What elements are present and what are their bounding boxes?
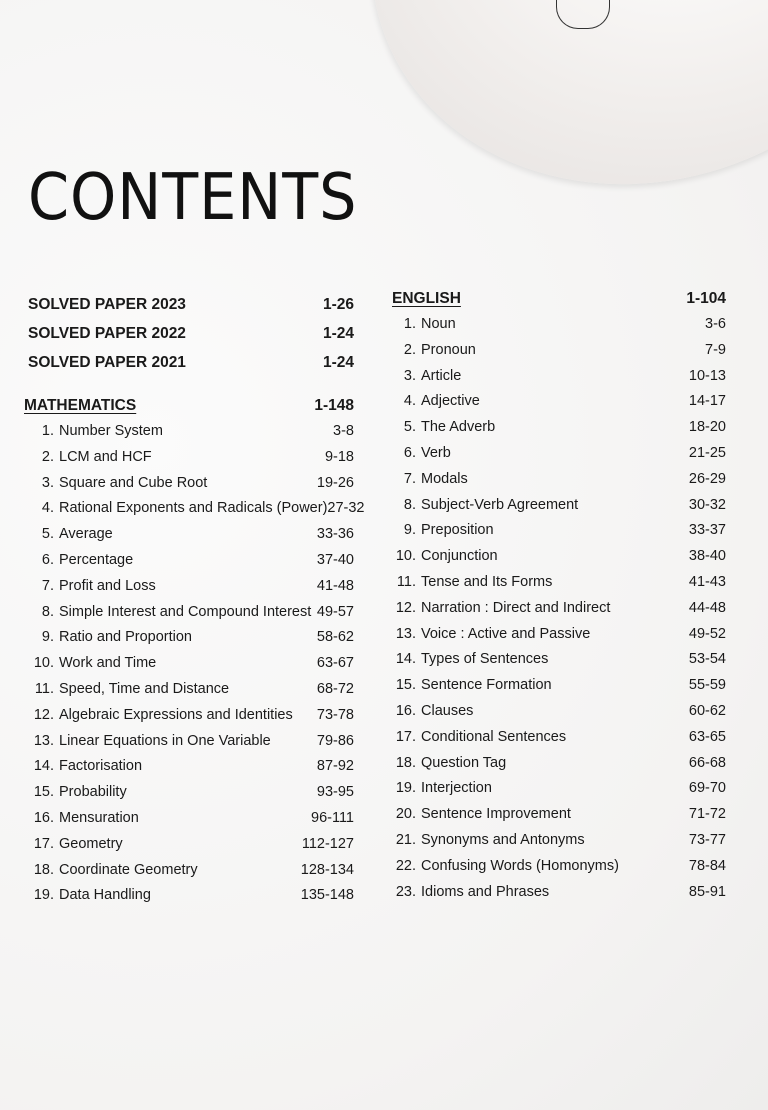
chapter-pages: 14-17 [688,393,726,410]
chapter-title-group [24,471,207,497]
chapter-row[interactable] [24,600,354,626]
chapter-title: Conjunction [421,548,498,565]
chapter-title-group [386,776,492,802]
chapter-row[interactable] [24,445,354,471]
chapter-number: 9. [403,522,416,539]
chapter-number: 3. [403,367,416,384]
chapter-number: 19. [33,887,54,904]
chapter-title: Noun [421,316,456,332]
chapter-pages: 85-91 [688,883,726,900]
solved-paper-label: SOLVED PAPER 2022 [28,325,186,342]
chapter-title: Interjection [421,780,492,797]
chapter-title-group [386,338,476,364]
chapter-row[interactable] [24,780,354,806]
chapter-title: Speed, Time and Distance [59,680,230,697]
chapter-number: 2. [403,341,416,358]
chapter-number: 18. [395,754,416,771]
chapter-title-group [24,445,152,471]
section-heading-pages: 1-104 [686,290,726,307]
chapter-pages: 55-59 [688,677,726,694]
english-chapter-list [386,312,726,905]
chapter-pages: 60-62 [688,702,726,719]
solved-paper-label: SOLVED PAPER 2023 [28,296,186,313]
chapter-title-group [24,729,271,755]
section-heading-label: ENGLISH [392,290,461,307]
solved-paper-row[interactable] [24,319,354,348]
chapter-pages: 19-26 [316,474,354,491]
chapter-title: Types of Sentences [421,651,549,668]
chapter-number: 15. [33,784,54,801]
chapter-row[interactable] [24,496,365,522]
chapter-number: 7. [403,470,416,487]
chapter-title-group [386,312,456,338]
chapter-number: 23. [395,883,416,900]
chapter-number: 20. [395,806,416,823]
chapter-title-group [24,780,127,806]
chapter-title-group [24,548,133,574]
solved-paper-pages: 1-26 [322,296,354,313]
chapter-title-group [386,415,495,441]
chapter-title: Coordinate Geometry [59,861,198,878]
chapter-row[interactable] [386,570,726,596]
chapter-row[interactable] [386,493,726,519]
chapter-number: 17. [395,728,416,745]
chapter-pages: 73-78 [316,706,354,723]
chapter-number: 9. [41,629,54,646]
solved-paper-row[interactable] [24,290,354,319]
chapter-pages: 3-8 [333,423,354,439]
chapter-number: 11. [396,573,416,590]
chapter-row[interactable] [386,518,726,544]
chapter-title-group [24,625,192,651]
chapter-pages: 63-65 [688,728,726,745]
chapter-number: 8. [41,603,54,620]
chapter-title: Sentence Improvement [421,806,571,823]
chapter-row[interactable] [24,522,354,548]
chapter-pages: 27-32 [327,500,365,517]
solved-paper-pages: 1-24 [322,325,354,342]
chapter-row[interactable] [386,544,726,570]
chapter-row[interactable] [386,441,726,467]
chapter-title: Profit and Loss [59,577,156,594]
chapter-pages: 71-72 [688,806,726,823]
chapter-title-group [386,518,494,544]
chapter-pages: 49-52 [688,625,726,642]
chapter-title-group [386,802,571,828]
chapter-pages: 96-111 [311,809,354,826]
chapter-row[interactable] [386,776,726,802]
chapter-pages: 58-62 [316,629,354,646]
chapter-number: 3. [41,474,54,491]
chapter-pages: 79-86 [316,732,354,749]
chapter-pages: 41-48 [316,577,354,594]
solved-paper-pages: 1-24 [322,354,354,371]
chapter-row[interactable] [386,312,726,338]
chapter-title-group [386,622,590,648]
chapter-number: 14. [33,758,54,775]
chapter-number: 16. [395,702,416,719]
chapter-row[interactable] [24,651,354,677]
chapter-title: Narration : Direct and Indirect [421,599,611,616]
chapter-row[interactable] [386,725,726,751]
chapter-title: Synonyms and Antonyms [421,831,585,848]
chapter-title-group [24,754,142,780]
chapter-number: 18. [33,861,54,878]
chapter-title-group [24,677,229,703]
chapter-pages: 135-148 [300,887,354,904]
chapter-number: 10. [395,548,416,565]
chapter-row[interactable] [24,754,354,780]
solved-paper-row[interactable] [24,348,354,377]
chapter-pages: 68-72 [316,680,354,697]
chapter-title: Algebraic Expressions and Identities [59,706,293,723]
chapter-title-group [24,651,156,677]
chapter-title: Simple Interest and Compound Interest [59,603,312,620]
chapter-pages: 112-127 [301,835,354,852]
chapter-title: Factorisation [59,758,143,775]
chapter-row[interactable] [24,832,354,858]
chapter-pages: 7-9 [705,341,726,358]
chapter-pages: 69-70 [688,780,726,797]
chapter-title-group [386,596,610,622]
chapter-title: Confusing Words (Homonyms) [421,857,619,874]
spacer [24,377,354,393]
chapter-title-group [24,574,156,600]
chapter-title: Sentence Formation [421,677,552,694]
chapter-title: Linear Equations in One Variable [59,732,271,749]
chapter-pages: 78-84 [688,857,726,874]
chapter-title: Conditional Sentences [421,728,567,745]
chapter-title: Mensuration [59,809,139,826]
chapter-title: Subject-Verb Agreement [421,496,579,513]
chapter-pages: 87-92 [316,758,354,775]
chapter-pages: 128-134 [300,861,354,878]
chapter-pages: 66-68 [688,754,726,771]
chapter-title: Data Handling [59,887,151,904]
chapter-row[interactable] [386,699,726,725]
chapter-row[interactable] [24,883,354,909]
chapter-number: 14. [395,651,416,668]
chapter-title-group [386,364,461,390]
chapter-row[interactable] [386,854,726,880]
chapter-pages: 21-25 [688,444,726,461]
chapter-pages: 44-48 [688,599,726,616]
chapter-pages: 41-43 [688,573,726,590]
section-heading-label: MATHEMATICS [24,397,137,414]
chapter-number: 4. [41,500,54,517]
chapter-number: 16. [33,809,54,826]
chapter-title: Voice : Active and Passive [421,625,591,642]
chapter-pages: 30-32 [688,496,726,513]
chapter-title: The Adverb [421,419,496,436]
chapter-title-group [24,832,123,858]
chapter-pages: 73-77 [688,831,726,848]
chapter-row[interactable] [24,806,354,832]
chapter-row[interactable] [386,647,726,673]
chapter-title: Rational Exponents and Radicals (Power) [59,500,328,517]
chapter-title-group [386,699,473,725]
chapter-row[interactable] [386,467,726,493]
chapter-row[interactable] [24,703,354,729]
chapter-pages: 93-95 [316,784,354,801]
chapter-row[interactable] [386,828,726,854]
chapter-title-group [24,496,327,522]
chapter-title: Verb [421,444,451,461]
chapter-row[interactable] [386,673,726,699]
chapter-row[interactable] [24,471,354,497]
chapter-title: Work and Time [59,655,157,672]
chapter-title-group [24,600,311,626]
chapter-title: Probability [59,784,127,801]
solved-paper-label: SOLVED PAPER 2021 [28,354,186,371]
chapter-title-group [386,725,566,751]
section-heading-pages: 1-148 [314,397,354,414]
chapter-pages: 10-13 [688,367,726,384]
chapter-title: Preposition [421,522,494,539]
chapter-number: 5. [41,526,54,543]
chapter-row[interactable] [386,338,726,364]
chapter-row[interactable] [24,625,354,651]
chapter-title-group [386,467,468,493]
chapter-title-group [386,751,506,777]
chapter-row[interactable] [386,751,726,777]
chapter-row[interactable] [24,548,354,574]
chapter-title-group [24,858,198,884]
chapter-pages: 37-40 [316,551,354,568]
chapter-title: Pronoun [421,341,476,358]
chapter-row[interactable] [386,622,726,648]
chapter-number: 19. [395,780,416,797]
chapter-number: 7. [41,577,54,594]
chapter-title-group [24,883,151,909]
chapter-title: Percentage [59,551,134,568]
chapter-title-group [386,570,552,596]
chapter-row[interactable] [386,596,726,622]
chapter-title-group [386,441,451,467]
chapter-title: Clauses [421,702,474,719]
chapter-number: 4. [403,393,416,410]
chapter-pages: 38-40 [688,548,726,565]
chapter-number: 6. [403,444,416,461]
chapter-title: Ratio and Proportion [59,629,192,646]
chapter-number: 12. [395,599,416,616]
chapter-title: Modals [421,470,468,487]
chapter-title: Number System [59,423,163,439]
chapter-title-group [386,673,552,699]
chapter-row[interactable] [24,858,354,884]
chapter-title-group [386,544,498,570]
chapter-number: 22. [395,857,416,874]
chapter-number: 21. [395,831,416,848]
chapter-pages: 26-29 [688,470,726,487]
chapter-title: Idioms and Phrases [421,883,550,900]
chapter-row[interactable] [386,415,726,441]
chapter-number: 12. [33,706,54,723]
chapter-row[interactable] [24,677,354,703]
chapter-number: 13. [395,625,416,642]
chapter-number: 2. [41,448,54,465]
chapter-row[interactable] [386,880,726,906]
chapter-title-group [24,522,113,548]
page-title: CONTENTS [28,161,358,235]
chapter-number: 6. [41,551,54,568]
chapter-title-group [386,647,548,673]
chapter-number: 8. [403,496,416,513]
chapter-title: Square and Cube Root [59,474,208,491]
chapter-number: 1. [41,423,54,439]
chapter-title: Adjective [421,393,480,410]
chapter-title: Article [421,367,462,384]
chapter-row[interactable] [386,389,726,415]
chapter-number: 10. [33,655,54,672]
chapter-pages: 18-20 [688,419,726,436]
chapter-pages: 49-57 [316,603,354,620]
chapter-title: LCM and HCF [59,448,152,465]
mathematics-heading[interactable] [24,393,354,419]
chapter-number: 17. [33,835,54,852]
chapter-title-group [386,828,585,854]
chapter-number: 5. [403,419,416,436]
chapter-title-group [24,703,293,729]
chapter-number: 15. [395,677,416,694]
chapter-title-group [386,493,578,519]
chapter-title: Tense and Its Forms [421,573,553,590]
mathematics-chapter-list [24,419,365,909]
chapter-number: 13. [33,732,54,749]
chapter-title-group [386,389,480,415]
chapter-number: 11. [34,680,54,697]
right-column [386,286,726,905]
chapter-title: Geometry [59,835,123,852]
chapter-pages: 9-18 [324,448,354,465]
chapter-row[interactable] [24,574,354,600]
chapter-row[interactable] [24,729,354,755]
chapter-pages: 33-36 [316,526,354,543]
english-heading[interactable] [386,286,726,312]
chapter-pages: 3-6 [705,316,726,332]
chapter-title: Question Tag [421,754,507,771]
chapter-title-group [386,854,619,880]
chapter-pages: 63-67 [316,655,354,672]
chapter-pages: 53-54 [688,651,726,668]
chapter-row[interactable] [386,802,726,828]
chapter-number: 1. [403,316,416,332]
chapter-row[interactable] [386,364,726,390]
chapter-pages: 33-37 [688,522,726,539]
chapter-title-group [24,419,163,445]
chapter-title-group [24,806,139,832]
chapter-title-group [386,880,549,906]
chapter-row[interactable] [24,419,354,445]
left-column [24,290,365,909]
chapter-title: Average [59,526,113,543]
